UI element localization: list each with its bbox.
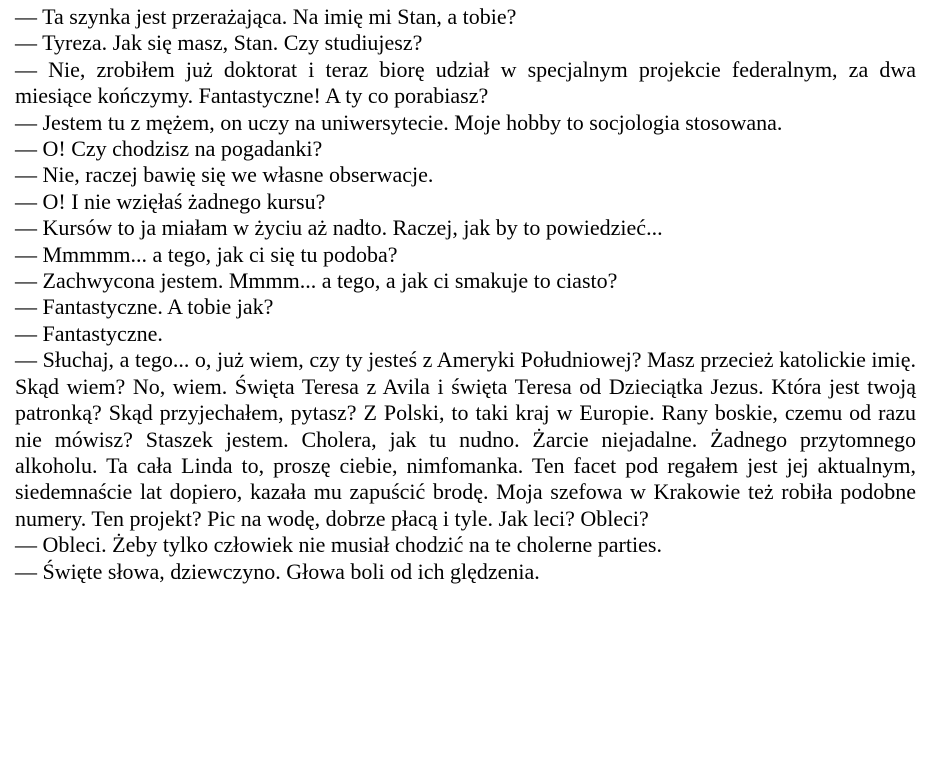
dialogue-line: — O! Czy chodzisz na pogadanki? — [15, 136, 323, 162]
dialogue-line: — Nie, zrobiłem już doktorat i teraz biorę udział w specjalnym projekcie federalnym, za dwa miesiące kończymy. Fantastyczne! A ty co porabiasz? — [15, 56, 916, 109]
dialogue-line: — Kursów to ja miałam w życiu aż nadto. Raczej, jak by to powiedzieć... — [15, 215, 663, 241]
dialogue-line: — Święte słowa, dziewczyno. Głowa boli od ich ględzenia. — [15, 558, 540, 584]
dialogue-line: — Tyreza. Jak się masz, Stan. Czy studiujesz? — [15, 30, 423, 56]
dialogue-line: — Ta szynka jest przerażająca. Na imię mi Stan, a tobie? — [15, 4, 517, 29]
dialogue-line: — O! I nie wzięłaś żadnego kursu? — [15, 188, 326, 214]
dialogue-line: — Zachwycona jestem. Mmmm... a tego, a jak ci smakuje to ciasto? — [15, 268, 618, 294]
dialogue-line: — Obleci. Żeby tylko człowiek nie musiał chodzić na te cholerne parties. — [15, 532, 662, 558]
dialogue-line: — Fantastyczne. — [15, 320, 163, 346]
dialogue-line: — Fantastyczne. A tobie jak? — [15, 294, 274, 320]
dialogue-line: — Nie, raczej bawię się we własne obserwacje. — [15, 162, 434, 188]
dialogue-line: — Słuchaj, a tego... o, już wiem, czy ty jesteś z Ameryki Południowej? Masz przecież katolickie imię. Skąd wiem? No, wiem. Święta Teresa z Avila i święta Teresa od Dzieciątka Jezus. Która jest twoją patronką? Skąd przyjechałem, pytasz? Z Polski, to taki kraj w Europie. Rany boskie, czemu od razu nie mówisz? Staszek jestem. Cholera, jak tu nudno. Żarcie niejadalne. Żadnego przytomnego alkoholu. Ta cała Linda to, proszę ciebie, nimfomanka. Ten facet pod regałem jest jej aktualnym, siedemnaście lat dopiero, kazała mu zapuścić brodę. Moja szefowa w Krakowie też robiła podobne numery. Ten projekt? Pic na wodę, dobrze płacą i tyle. Jak leci? Obleci? — [15, 347, 916, 531]
dialogue-line: — Jestem tu z mężem, on uczy na uniwersytecie. Moje hobby to socjologia stosowana. — [15, 109, 783, 135]
dialogue-line: — Mmmmm... a tego, jak ci się tu podoba? — [15, 241, 398, 267]
